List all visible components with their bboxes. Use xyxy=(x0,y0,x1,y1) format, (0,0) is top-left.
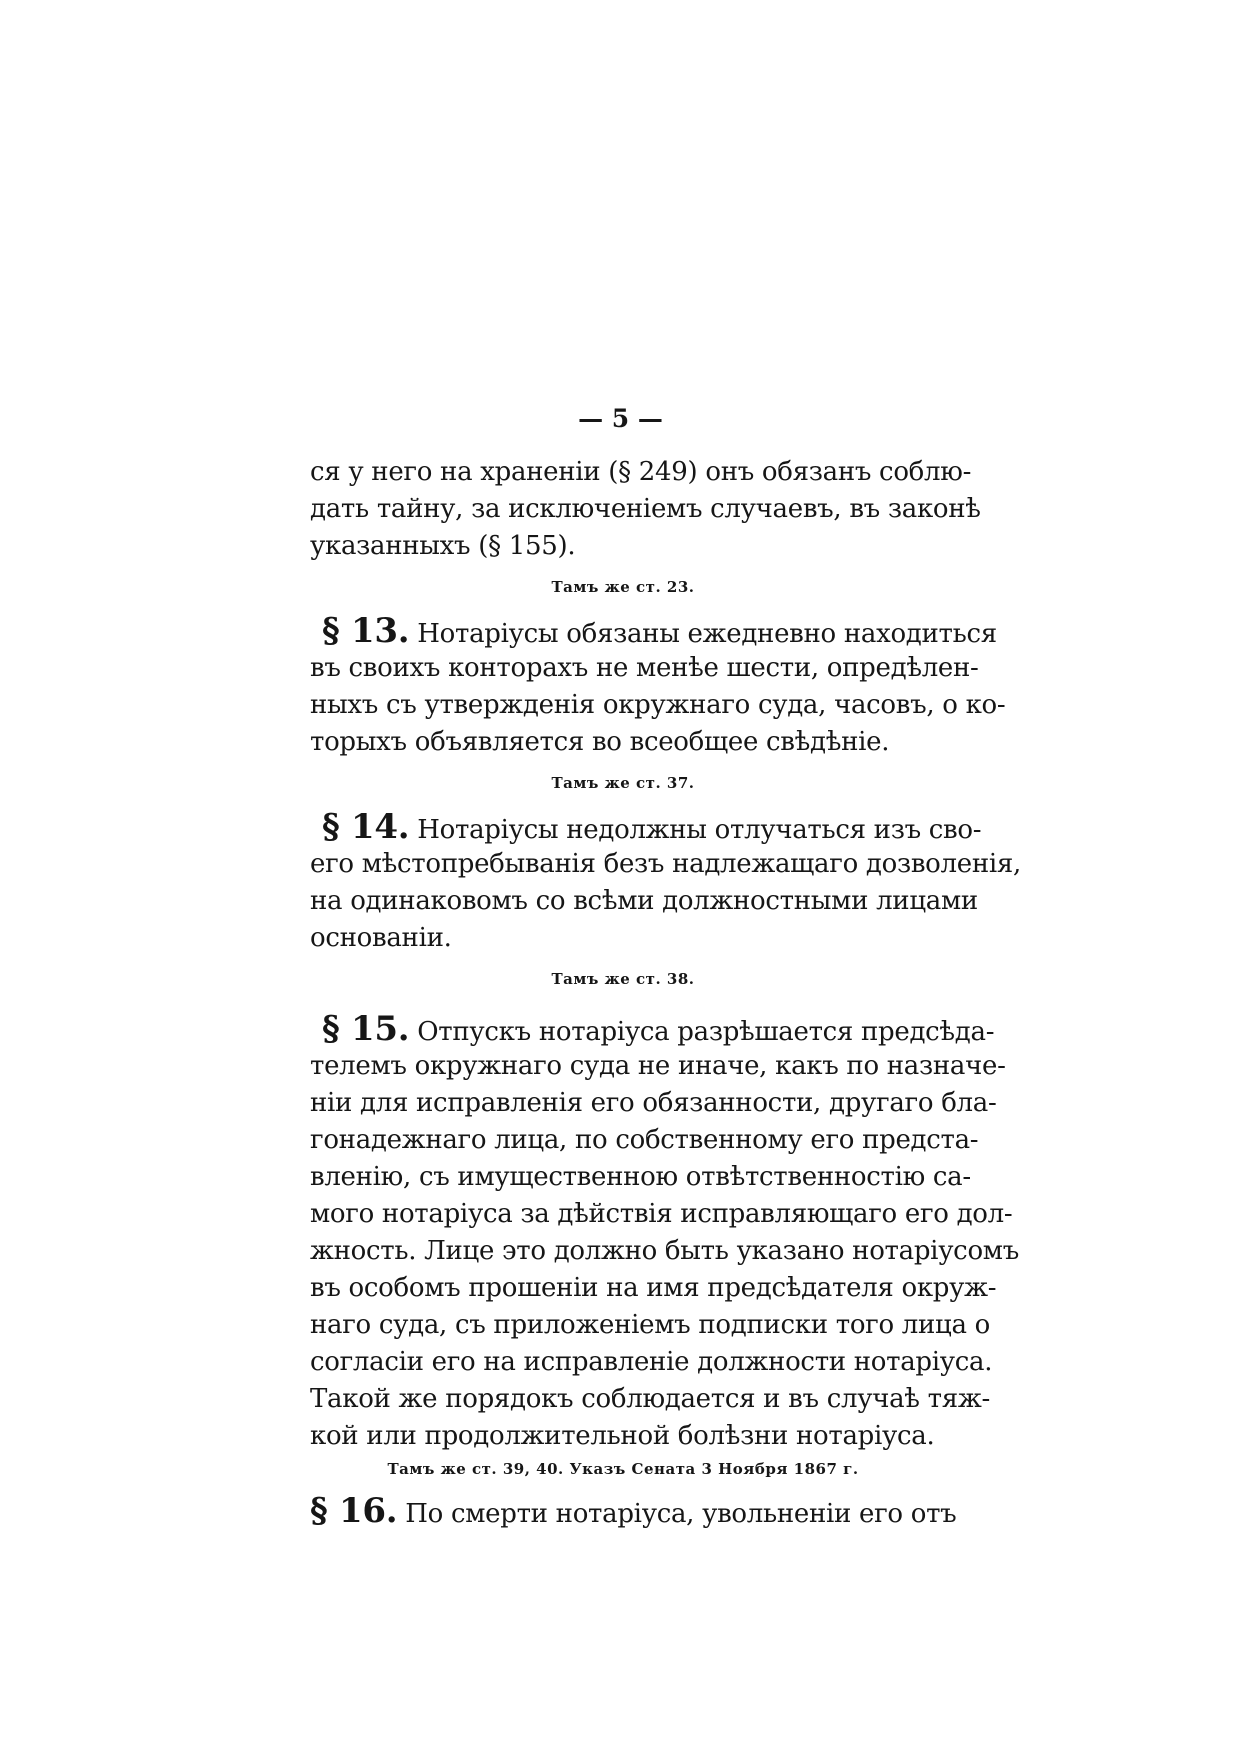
text-line-content: Отпускъ нотаріуса разрѣшается предсѣда- xyxy=(417,1017,995,1047)
paragraph-section-16 xyxy=(310,1491,957,1531)
paragraph-continuation xyxy=(310,454,981,597)
text-line: торыхъ объявляется во всеобщее свѣдѣніе. xyxy=(310,727,890,757)
text-line: вленію, съ имущественною отвѣтственностію са- xyxy=(310,1162,971,1192)
text-line: его мѣстопребыванія безъ надлежащаго дозволенія, xyxy=(310,849,1021,879)
text-line xyxy=(310,1491,957,1531)
paragraph-section-14 xyxy=(310,807,1021,989)
text-line: въ своихъ конторахъ не менѣе шести, опредѣлен- xyxy=(310,653,979,683)
text-line: жность. Лице это должно быть указано нотаріусомъ xyxy=(310,1236,1019,1266)
section-number: § 15. xyxy=(322,1009,410,1049)
text-line: въ особомъ прошеніи на имя предсѣдателя окруж- xyxy=(310,1273,997,1303)
source-citation: Тамъ же ст. 38. xyxy=(551,970,695,988)
text-line: мого нотаріуса за дѣйствія исправляющаго его дол- xyxy=(310,1199,1013,1229)
paragraph-section-15 xyxy=(310,1009,1019,1479)
text-line xyxy=(310,807,982,847)
text-line xyxy=(310,611,997,651)
paragraph-section-13 xyxy=(310,611,1006,793)
text-line: гонадежнаго лица, по собственному его предста- xyxy=(310,1125,979,1155)
text-line: ніи для исправленія его обязанности, другаго бла- xyxy=(310,1088,997,1118)
section-number: § 14. xyxy=(322,807,410,847)
text-column xyxy=(310,454,1021,1531)
source-citation: Тамъ же ст. 39, 40. Указъ Сената 3 Ноября 1867 г. xyxy=(387,1460,859,1478)
text-line: наго суда, съ приложеніемъ подписки того лица о xyxy=(310,1310,990,1340)
text-line: ныхъ съ утвержденія окружнаго суда, часовъ, о ко- xyxy=(310,690,1006,720)
text-line: согласіи его на исправленіе должности нотаріуса. xyxy=(310,1347,993,1377)
text-line: Такой же порядокъ соблюдается и въ случаѣ тяж- xyxy=(310,1384,990,1414)
text-line xyxy=(310,1009,995,1049)
section-number: § 16. xyxy=(310,1491,398,1531)
text-line-content: Нотаріусы обязаны ежедневно находиться xyxy=(417,619,997,649)
text-line-content: Нотаріусы недолжны отлучаться изъ сво- xyxy=(417,815,982,845)
source-citation: Тамъ же ст. 23. xyxy=(551,578,695,596)
text-line-content: По смерти нотаріуса, увольненіи его отъ xyxy=(405,1499,957,1529)
text-line: ся у него на храненіи (§ 249) онъ обязанъ соблю- xyxy=(310,457,972,487)
page-number: — 5 — xyxy=(578,404,663,433)
source-citation: Тамъ же ст. 37. xyxy=(551,774,695,792)
text-line: основаніи. xyxy=(310,923,452,953)
section-number: § 13. xyxy=(322,611,410,651)
text-line: указанныхъ (§ 155). xyxy=(310,531,576,561)
text-line: дать тайну, за исключеніемъ случаевъ, въ законѣ xyxy=(310,494,981,524)
text-line: кой или продолжительной болѣзни нотаріуса. xyxy=(310,1421,935,1451)
text-line: телемъ окружнаго суда не иначе, какъ по назначе- xyxy=(310,1051,1006,1081)
text-line: на одинаковомъ со всѣми должностными лицами xyxy=(310,886,978,916)
